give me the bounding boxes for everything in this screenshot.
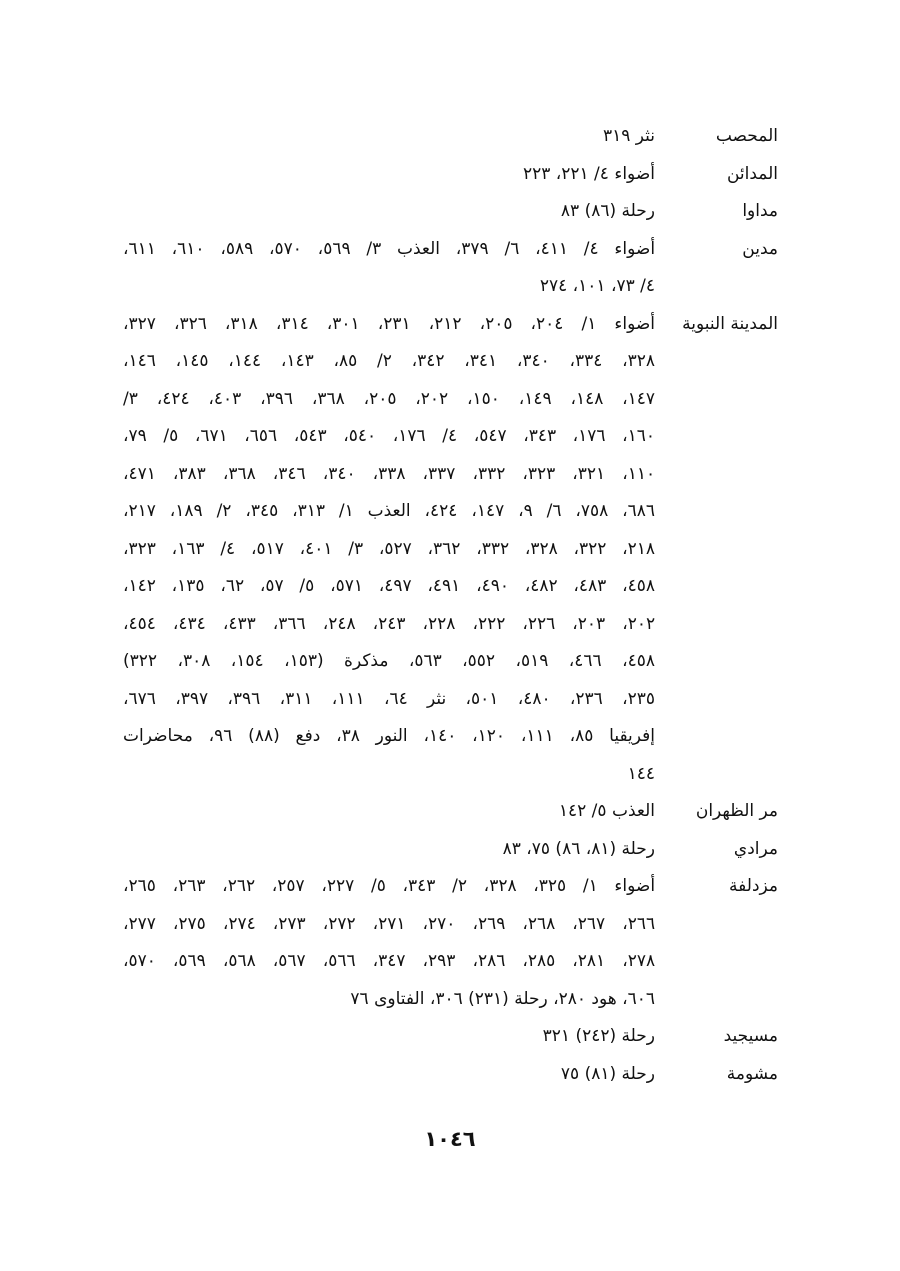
entry-references — [123, 831, 655, 869]
entry-term: مزدلفة — [729, 876, 778, 896]
index-entry — [123, 306, 778, 794]
reference-line: ٦٨٦، ٧٥٨، ٦/ ٩، ١٤٧، ٤٢٤، العذب ١/ ٣١٣، ٣٤٥، ٢/ ١٨٩، ٢١٧، — [123, 501, 655, 521]
page-number: ١٠٤٦ — [424, 1127, 476, 1151]
entry-term: مداوا — [742, 201, 778, 221]
reference-line: رحلة (٢٤٢) ٣٢١ — [542, 1026, 655, 1046]
entry-references — [123, 306, 655, 794]
entry-term: مرادي — [733, 838, 778, 859]
reference-line: رحلة (٨١، ٨٦) ٧٥، ٨٣ — [502, 838, 655, 859]
index-entry — [123, 118, 778, 156]
index-entry — [123, 831, 778, 869]
reference-line: ٤/ ٧٣، ١٠١، ٢٧٤ — [539, 276, 655, 296]
index-entry — [123, 868, 778, 1018]
reference-line: ٢٣٥، ٢٣٦، ٤٨٠، ٥٠١، نثر ٦٤، ١١١، ٣١١، ٣٩٦، ٣٩٧، ٦٧٦، — [123, 688, 655, 709]
entry-term: مشومة — [726, 1063, 778, 1084]
reference-line: ٤٥٨، ٤٦٦، ٥١٩، ٥٥٢، ٥٦٣، مذكرة (١٥٣، ١٥٤، ٣٠٨، ٣٢٢) — [123, 651, 655, 671]
entry-term: المدينة النبوية — [682, 313, 778, 334]
entry-term: المدائن — [726, 163, 778, 184]
index-entry — [123, 156, 778, 194]
place-index-list — [123, 118, 778, 1093]
reference-line: أضواء ١/ ٣٢٥، ٣٢٨، ٢/ ٣٤٣، ٥/ ٢٢٧، ٢٥٧، ٢٦٢، ٢٦٣، ٢٦٥، — [123, 876, 655, 896]
reference-line: ٤٥٨، ٤٨٣، ٤٨٢، ٤٩٠، ٤٩١، ٤٩٧، ٥٧١، ٥/ ٥٧، ٦٢، ١٣٥، ١٤٢، — [123, 576, 655, 596]
entry-references — [123, 1018, 655, 1056]
reference-line: رحلة (٨١) ٧٥ — [560, 1063, 655, 1084]
entry-term: مسيجيد — [723, 1026, 778, 1046]
entry-references — [123, 193, 655, 231]
reference-line: أضواء ١/ ٢٠٤، ٢٠٥، ٢١٢، ٢٣١، ٣٠١، ٣١٤، ٣١٨، ٣٢٦، ٣٢٧، — [123, 313, 655, 334]
reference-line: ١٦٠، ١٧٦، ٣٤٣، ٥٤٧، ٤/ ١٧٦، ٥٤٠، ٥٤٣، ٦٥٦، ٦٧١، ٥/ ٧٩، — [123, 426, 655, 446]
index-entry — [123, 1056, 778, 1094]
reference-line: ١١٠، ٣٢١، ٣٢٣، ٣٣٢، ٣٣٧، ٣٣٨، ٣٤٠، ٣٤٦، ٣٦٨، ٣٨٣، ٤٧١، — [123, 463, 655, 484]
entry-references — [123, 231, 655, 306]
entry-references — [123, 118, 655, 156]
reference-line: ٦٠٦، هود ٢٨٠، رحلة (٢٣١) ٣٠٦، الفتاوى ٧٦ — [350, 988, 655, 1009]
reference-line: ٢٠٢، ٢٠٣، ٢٢٦، ٢٢٢، ٢٢٨، ٢٤٣، ٢٤٨، ٣٦٦، ٤٣٣، ٤٣٤، ٤٥٤، — [123, 613, 655, 634]
reference-line: إفريقيا ٨٥، ١١١، ١٢٠، ١٤٠، النور ٣٨، دفع (٨٨) ٩٦، محاضرات — [123, 726, 655, 746]
entry-term: المحصب — [715, 126, 778, 146]
reference-line: ٢٧٨، ٢٨١، ٢٨٥، ٢٨٦، ٢٩٣، ٣٤٧، ٥٦٦، ٥٦٧، ٥٦٨، ٥٦٩، ٥٧٠، — [123, 951, 655, 971]
reference-line: العذب ٥/ ١٤٢ — [558, 801, 655, 821]
entry-references — [123, 868, 655, 1018]
reference-line: أضواء ٤/ ٤١١، ٦/ ٣٧٩، العذب ٣/ ٥٦٩، ٥٧٠، ٥٨٩، ٦١٠، ٦١١، — [123, 238, 655, 259]
reference-line: ١٤٤ — [627, 763, 655, 784]
reference-line: أضواء ٤/ ٢٢١، ٢٢٣ — [522, 163, 655, 184]
index-entry — [123, 793, 778, 831]
reference-line: نثر ٣١٩ — [602, 126, 655, 146]
entry-references — [123, 156, 655, 194]
reference-line: ١٤٧، ١٤٨، ١٤٩، ١٥٠، ٢٠٢، ٢٠٥، ٣٦٨، ٣٩٦، ٤٠٣، ٤٢٤، ٣/ — [123, 388, 655, 409]
index-entry — [123, 231, 778, 306]
entry-term: مر الظهران — [695, 801, 778, 821]
index-entry — [123, 1018, 778, 1056]
entry-references — [123, 1056, 655, 1094]
reference-line: ٢٦٦، ٢٦٧، ٢٦٨، ٢٦٩، ٢٧٠، ٢٧١، ٢٧٢، ٢٧٣، ٢٧٤، ٢٧٥، ٢٧٧، — [123, 913, 655, 934]
entry-references — [123, 793, 655, 831]
reference-line: رحلة (٨٦) ٨٣ — [560, 201, 655, 221]
entry-term: مدين — [742, 238, 778, 259]
reference-line: ٣٢٨، ٣٣٤، ٣٤٠، ٣٤١، ٣٤٢، ٢/ ٨٥، ١٤٣، ١٤٤، ١٤٥، ١٤٦، — [123, 351, 655, 371]
reference-line: ٢١٨، ٣٢٢، ٣٢٨، ٣٣٢، ٣٦٢، ٥٢٧، ٣/ ٤٠١، ٥١٧، ٤/ ١٦٣، ٣٢٣، — [123, 538, 655, 559]
index-entry — [123, 193, 778, 231]
